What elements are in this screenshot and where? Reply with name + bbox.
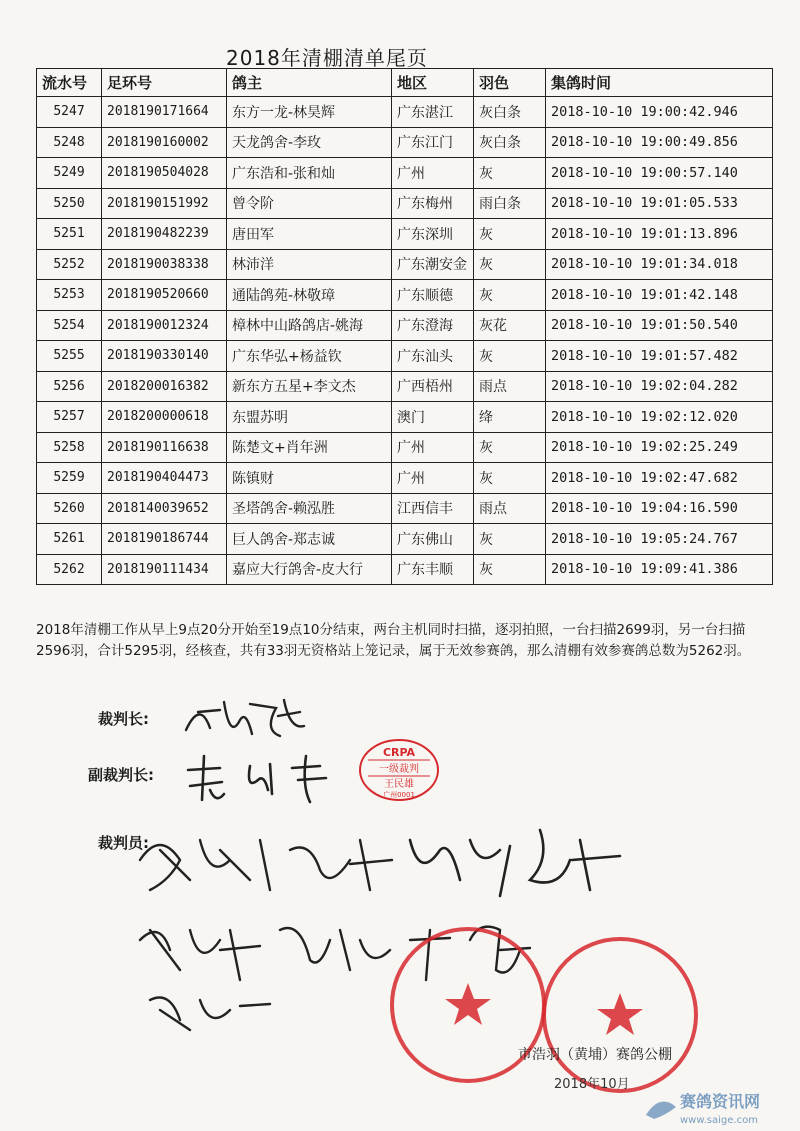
cell-region: 广州 — [392, 158, 474, 189]
cell-serial: 5250 — [37, 188, 102, 219]
cell-ring: 2018190504028 — [102, 158, 227, 189]
cell-region: 广东潮安金 — [392, 249, 474, 280]
cell-ring: 2018190171664 — [102, 97, 227, 128]
svg-text:赛鸽资讯网: 赛鸽资讯网 — [680, 1092, 761, 1111]
cell-owner: 天龙鸽舍-李玫 — [227, 127, 392, 158]
table-row — [37, 402, 773, 433]
cell-region: 广州 — [392, 432, 474, 463]
header-ring: 足环号 — [102, 69, 227, 97]
table-row — [37, 188, 773, 219]
table-row — [37, 249, 773, 280]
cell-ring: 2018190151992 — [102, 188, 227, 219]
cell-ring: 2018190111434 — [102, 554, 227, 585]
table-header-row — [37, 69, 773, 97]
cell-serial: 5252 — [37, 249, 102, 280]
watermark-logo — [640, 1085, 790, 1129]
cell-color: 灰白条 — [474, 97, 546, 128]
cell-owner: 唐田军 — [227, 219, 392, 250]
cell-ring: 2018200000618 — [102, 402, 227, 433]
cell-serial: 5260 — [37, 493, 102, 524]
table-row — [37, 493, 773, 524]
cell-serial: 5262 — [37, 554, 102, 585]
cell-color: 绛 — [474, 402, 546, 433]
cell-region: 澳门 — [392, 402, 474, 433]
cell-time: 2018-10-10 19:00:49.856 — [546, 127, 773, 158]
cell-serial: 5257 — [37, 402, 102, 433]
table-row — [37, 341, 773, 372]
table-row — [37, 280, 773, 311]
header-time: 集鸽时间 — [546, 69, 773, 97]
cell-owner: 林沛洋 — [227, 249, 392, 280]
footer-date: 2018年10月 — [554, 1077, 630, 1092]
cell-color: 灰 — [474, 280, 546, 311]
header-owner: 鸽主 — [227, 69, 392, 97]
cell-region: 广东深圳 — [392, 219, 474, 250]
cell-serial: 5251 — [37, 219, 102, 250]
deputy-judge-label: 副裁判长: — [88, 766, 154, 784]
judges-label: 裁判员: — [98, 834, 149, 852]
cell-ring: 2018200016382 — [102, 371, 227, 402]
cell-region: 广州 — [392, 463, 474, 494]
cell-time: 2018-10-10 19:02:12.020 — [546, 402, 773, 433]
table-row — [37, 432, 773, 463]
cell-ring: 2018190012324 — [102, 310, 227, 341]
cell-region: 江西信丰 — [392, 493, 474, 524]
cell-serial: 5254 — [37, 310, 102, 341]
cell-serial: 5256 — [37, 371, 102, 402]
svg-text:www.saige.com: www.saige.com — [680, 1115, 758, 1126]
cell-owner: 巨人鸽舍-郑志诚 — [227, 524, 392, 555]
chief-judge-signature — [180, 690, 310, 750]
cell-color: 灰 — [474, 554, 546, 585]
cell-ring: 2018190330140 — [102, 341, 227, 372]
cell-ring: 2018190482239 — [102, 219, 227, 250]
cell-region: 广东顺德 — [392, 280, 474, 311]
header-serial: 流水号 — [37, 69, 102, 97]
cell-region: 广西梧州 — [392, 371, 474, 402]
cell-color: 灰 — [474, 463, 546, 494]
cell-region: 广东佛山 — [392, 524, 474, 555]
header-color: 羽色 — [474, 69, 546, 97]
judge-cert-stamp — [358, 738, 440, 802]
cell-color: 灰白条 — [474, 127, 546, 158]
cell-region: 广东湛江 — [392, 97, 474, 128]
cell-owner: 圣塔鸽舍-赖泓胜 — [227, 493, 392, 524]
cell-serial: 5247 — [37, 97, 102, 128]
cell-time: 2018-10-10 19:01:57.482 — [546, 341, 773, 372]
cell-owner: 新东方五星+李文杰 — [227, 371, 392, 402]
cell-owner: 陈楚文+肖年洲 — [227, 432, 392, 463]
cell-color: 灰 — [474, 524, 546, 555]
table-row — [37, 524, 773, 555]
cell-owner: 通陆鸽苑-林敬璋 — [227, 280, 392, 311]
svg-text:CRPA: CRPA — [382, 746, 416, 759]
cell-serial: 5253 — [37, 280, 102, 311]
cell-time: 2018-10-10 19:00:42.946 — [546, 97, 773, 128]
cell-color: 灰花 — [474, 310, 546, 341]
cell-owner: 东盟苏明 — [227, 402, 392, 433]
cell-time: 2018-10-10 19:02:47.682 — [546, 463, 773, 494]
cell-time: 2018-10-10 19:00:57.140 — [546, 158, 773, 189]
cell-serial: 5259 — [37, 463, 102, 494]
cell-owner: 曾令阶 — [227, 188, 392, 219]
cell-serial: 5248 — [37, 127, 102, 158]
deputy-judge-signature — [180, 750, 340, 810]
chief-judge-label: 裁判长: — [98, 710, 149, 728]
cell-region: 广东澄海 — [392, 310, 474, 341]
cell-ring: 2018190116638 — [102, 432, 227, 463]
footer-organization: 市浩羽（黄埔）赛鸽公棚 — [518, 1047, 672, 1063]
cell-owner: 樟林中山路鸽店-姚海 — [227, 310, 392, 341]
cell-region: 广东江门 — [392, 127, 474, 158]
cell-color: 灰 — [474, 158, 546, 189]
table-row — [37, 463, 773, 494]
cell-time: 2018-10-10 19:01:42.148 — [546, 280, 773, 311]
cell-ring: 2018190160002 — [102, 127, 227, 158]
cell-ring: 2018190186744 — [102, 524, 227, 555]
cell-owner: 嘉应大行鸽舍-皮大行 — [227, 554, 392, 585]
cell-color: 雨点 — [474, 371, 546, 402]
cell-time: 2018-10-10 19:04:16.590 — [546, 493, 773, 524]
cell-ring: 2018190404473 — [102, 463, 227, 494]
svg-text:一级裁判: 一级裁判 — [379, 764, 419, 775]
cell-color: 灰 — [474, 249, 546, 280]
summary-note: 2018年清棚工作从早上9点20分开始至19点10分结束，两台主机同时扫描，逐羽拍照，一台扫描2699羽，另一台扫描2596羽，合计5295羽，经核查，共有33羽无资格站上笼记录，属于无效参赛鸽，那么清棚有效参赛鸽总数为5262羽。 — [36, 622, 751, 659]
cell-owner: 陈镇财 — [227, 463, 392, 494]
cell-color: 灰 — [474, 219, 546, 250]
table-row — [37, 158, 773, 189]
cell-time: 2018-10-10 19:01:13.896 — [546, 219, 773, 250]
cell-time: 2018-10-10 19:05:24.767 — [546, 524, 773, 555]
cell-serial: 5258 — [37, 432, 102, 463]
cell-owner: 广东浩和-张和灿 — [227, 158, 392, 189]
cell-time: 2018-10-10 19:01:34.018 — [546, 249, 773, 280]
table-row — [37, 219, 773, 250]
cell-ring: 2018140039652 — [102, 493, 227, 524]
header-region: 地区 — [392, 69, 474, 97]
loft-seal — [540, 935, 700, 1095]
cell-color: 雨白条 — [474, 188, 546, 219]
cell-region: 广东汕头 — [392, 341, 474, 372]
svg-text:广州0001: 广州0001 — [383, 791, 415, 799]
cell-time: 2018-10-10 19:01:05.533 — [546, 188, 773, 219]
clearance-table — [36, 68, 773, 585]
table-row — [37, 310, 773, 341]
cell-time: 2018-10-10 19:01:50.540 — [546, 310, 773, 341]
cell-color: 灰 — [474, 341, 546, 372]
table-row — [37, 554, 773, 585]
cell-region: 广东丰顺 — [392, 554, 474, 585]
cell-time: 2018-10-10 19:09:41.386 — [546, 554, 773, 585]
cell-color: 雨点 — [474, 493, 546, 524]
cell-color: 灰 — [474, 432, 546, 463]
cell-region: 广东梅州 — [392, 188, 474, 219]
cell-time: 2018-10-10 19:02:25.249 — [546, 432, 773, 463]
page-title: 2018年清棚清单尾页 — [226, 46, 428, 70]
cell-ring: 2018190520660 — [102, 280, 227, 311]
cell-serial: 5249 — [37, 158, 102, 189]
table-row — [37, 127, 773, 158]
cell-owner: 东方一龙-林昊辉 — [227, 97, 392, 128]
cell-owner: 广东华弘+杨益钦 — [227, 341, 392, 372]
svg-text:王民雄: 王民雄 — [384, 779, 414, 790]
cell-serial: 5261 — [37, 524, 102, 555]
cell-serial: 5255 — [37, 341, 102, 372]
table-row — [37, 97, 773, 128]
cell-time: 2018-10-10 19:02:04.282 — [546, 371, 773, 402]
cell-ring: 2018190038338 — [102, 249, 227, 280]
table-row — [37, 371, 773, 402]
